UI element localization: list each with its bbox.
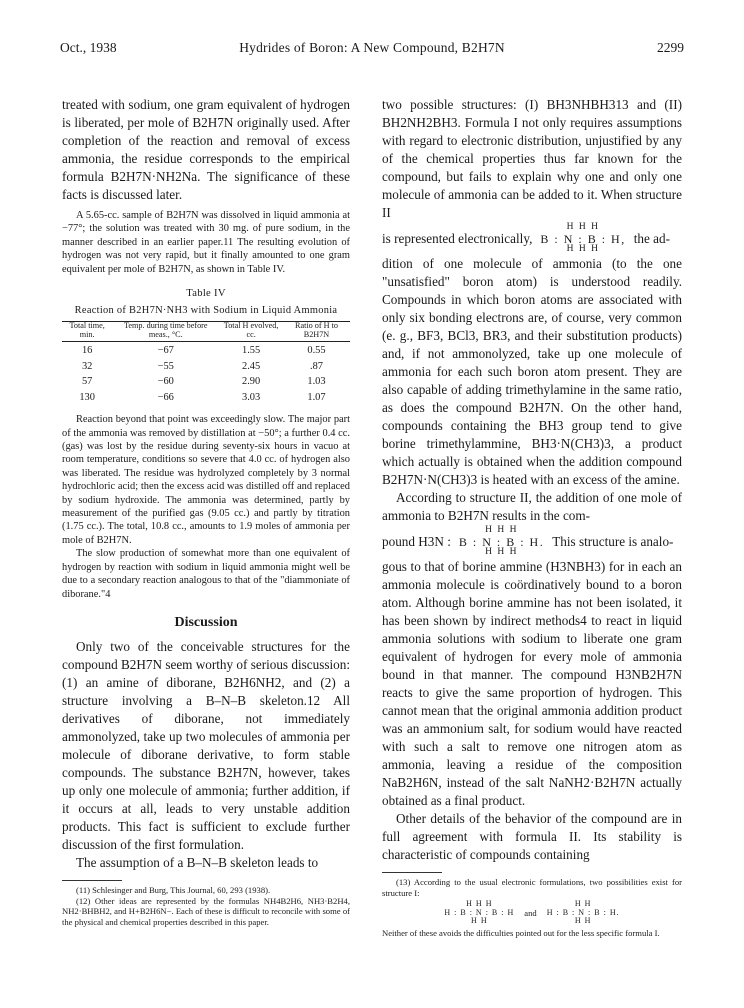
formula-middle-row: H : B : N : B : H. [546, 907, 620, 917]
footnote-and: and [524, 907, 537, 918]
experimental-paragraph-3: The slow production of somewhat more than one equivalent of hydrogen by reaction with sodium in liquid ammonia might well be due to a secondary reaction analogous to that of the "diammoniate of diborane."4 [62, 548, 350, 600]
formula-bottom-row: H H [574, 916, 592, 926]
table-cell: 16 [81, 345, 93, 357]
table-cell: 32 [81, 360, 93, 372]
table-cell: −67 [157, 345, 174, 357]
formula-middle-row: B : N : B : H. [458, 534, 545, 549]
table-header-row [62, 322, 350, 342]
table-caption: Reaction of B2H7N·NH3 with Sodium in Liquid Ammonia [74, 305, 338, 317]
discussion-paragraph-2: The assumption of a B–N–B skeleton leads to [76, 854, 319, 870]
running-header [60, 40, 684, 60]
table-cell: .87 [309, 360, 323, 372]
right-column [382, 96, 682, 938]
table-cell: 3.03 [242, 391, 261, 403]
electronic-formula-line-2 [382, 526, 682, 557]
table-title: Table IV [186, 288, 226, 300]
electronic-formula-structure-ii [540, 223, 625, 254]
table-cell: 2.45 [242, 360, 261, 372]
header-page-number: 2299 [657, 40, 684, 55]
header-date: Oct., 1938 [60, 40, 117, 55]
table-row [62, 373, 350, 389]
table-cell: 1.03 [307, 376, 326, 388]
formula-trail-text: This structure is analo- [552, 533, 674, 549]
footnote-13-conclusion: Neither of these avoids the difficulties pointed out for the less specific formula I. [382, 927, 660, 938]
table-header-cell: Total time, min. [62, 322, 112, 342]
footnote-formula-2 [547, 900, 620, 926]
footnote-13-formulas [382, 900, 682, 926]
formula-bottom-row: H H H [485, 546, 518, 557]
table-row [62, 342, 350, 358]
table-header-cell: Temp. during time before meas., °C. [112, 322, 219, 342]
table-cell: 0.55 [307, 345, 326, 357]
right-paragraph-2: dition of one molecule of ammonia (to the one "unsatisfied" boron atom) is understood readily. Compounds in which boron atoms are associated with only six bonding electrons are, of course, very common (e. g., BF3, BCl3, BR3, and their substitution products) and, if not ammonolyzed, take up one molecule of ammonia for each such boron atom present. They are also capable of adding trimethylamine in the same ratio, as does the compound B2H7N. On the other hand, compounds containing the BH3 group tend to give borine trimethylammine, BH3·N(CH3)3, a product which actually is obtained when the addition compound B2H7N·N(CH3)3 is heated with an excess of the amine. [382, 256, 682, 487]
table-row [62, 389, 350, 405]
electronic-formula-ammonia-adduct [459, 526, 544, 557]
table-cell: −66 [157, 391, 174, 403]
left-column [62, 96, 350, 927]
right-paragraph-4: gous to that of borine ammine (H3NBH3) for in each an ammonia molecule is coördinatively bound to a boron atom. Although borine ammine has not been isolated, it has been shown by indirect methods4 to react in liquid ammonia solutions with sodium to liberate one gram equivalent of hydrogen for every mole of ammonia bound in that manner. The compound H3NB2H7N reacts to give the same proportion of hydrogen. This cannot mean that the original ammonia addition product was an ammonium salt, for sodium would have reacted with such a salt to remove one nitrogen atom as ammonia, leaving a residue of the composition NaB2H6N, instead of the salt NaNH2·B2H7N actually obtained as a final product. [382, 559, 682, 808]
footnote-rule [382, 872, 442, 873]
data-table [62, 321, 350, 404]
formula-top-row: H H [574, 899, 592, 909]
formula-top-row: H H H [466, 899, 493, 909]
table-cell: 130 [79, 391, 95, 403]
discussion-paragraph-1: Only two of the conceivable structures for the compound B2H7N seem worthy of serious discussion: (1) an amine of diborane, B2H6NH2, and (2) a structure involving a B–N–B skeleton.12 All derivatives of diborane, not immediately ammonolyzed, take up two molecules of ammonia per molecule of diborane derivative, to form stable compounds. The substance B2H7N, however, takes up only one molecule of ammonia; further addition, if it occurs at all, leads to very unstable addition products. This fact is sufficient to exclude further discussion of the first formulation. [62, 638, 350, 852]
table-cell: 2.90 [242, 376, 261, 388]
right-paragraph-5: Other details of the behavior of the compound are in full agreement with formula II. Its stability is characteristic of compounds containing [382, 811, 682, 862]
right-paragraph-1: two possible structures: (I) BH3NHBH313 and (II) BH2NH2BH3. Formula I not only requires assumptions with regard to electronic distribution, unjustified by any of the chemical properties thus far known for the compound, but fails to explain why one and only one molecule of ammonia can be added to it. When structure II [382, 97, 682, 220]
formula-lead-text: is represented electronically, [382, 230, 533, 246]
footnote-formula-1 [444, 900, 514, 926]
table-row [62, 358, 350, 374]
footnote-11: (11) Schlesinger and Burg, This Journal, 60, 293 (1938). [76, 884, 271, 895]
section-heading-discussion: Discussion [174, 614, 238, 630]
table-header-cell: Ratio of H to B2H7N [283, 322, 350, 342]
header-title: Hydrides of Boron: A New Compound, B2H7N [239, 40, 505, 55]
formula-middle-row: B : N : B : H, [540, 231, 626, 246]
right-paragraph-3: According to structure II, the addition of one mole of ammonia to B2H7N results in the com- [382, 490, 682, 523]
formula-middle-row: H : B : N : B : H [444, 907, 515, 917]
formula-bottom-row: H H [471, 916, 488, 926]
formula-trail-text: the ad- [633, 230, 670, 246]
table-header-cell: Total H evolved, cc. [219, 322, 283, 342]
footnote-13-intro: (13) According to the usual electronic formulations, two possibilities exist for structure I: [382, 877, 682, 898]
table-cell: 1.07 [307, 391, 326, 403]
experimental-paragraph-1: A 5.65-cc. sample of B2H7N was dissolved in liquid ammonia at −77°; the solution was treated with 30 mg. of pure sodium, in the manner described in an earlier paper.11 The resulting evolution of hydrogen was not very rapid, but it finally amounted to one gram equivalent per mole of B2H7N, as shown in Table IV. [62, 210, 350, 275]
footnote-12: (12) Other ideas are represented by the formulas NH4B2H6, NH3·B2H4, NH2·BHBH2, and H+B2H6N−. Each of these is difficult to reconcile with some of the physical and chemical properties described in this paper. [62, 895, 350, 927]
left-paragraph-1: treated with sodium, one gram equivalent of hydrogen is liberated, per mole of B2H7N originally used. After completion of the reaction and removal of excess ammonia, the residue corresponds to the empirical formula B2H7N·NH2Na. The significance of these facts is discussed later. [62, 97, 350, 202]
table-cell: −55 [157, 360, 174, 372]
formula-lead-text: pound H3N : [382, 533, 451, 549]
formula-bottom-row: H H H [566, 243, 600, 254]
electronic-formula-line-1 [382, 223, 682, 254]
table-cell: 1.55 [242, 345, 261, 357]
table-cell: 57 [81, 376, 93, 388]
experimental-paragraph-2: Reaction beyond that point was exceedingly slow. The major part of the ammonia was removed by distillation at −50°; a further 0.4 cc. (gas) was lost by the residue during seventy-six hours in vacuo at room temperature, conditions so severe that 4.0 cc. of hydrogen also was liberated. The residue was hydrolyzed completely by 3 normal hydrochloric acid; then the excess acid was distilled off and replaced by sodium hydroxide. The ammonia was determined, partly by measurement of the purified gas (9.05 cc.) and partly by titration (1.75 cc.). The total, 10.8 cc., amounts to 1.9 moles of ammonia per mole of B2H7N. [62, 414, 350, 546]
formula-top-row: H H H [485, 525, 518, 535]
table-cell: −60 [157, 376, 174, 388]
footnote-rule [62, 880, 122, 881]
formula-top-row: H H H [566, 222, 600, 232]
